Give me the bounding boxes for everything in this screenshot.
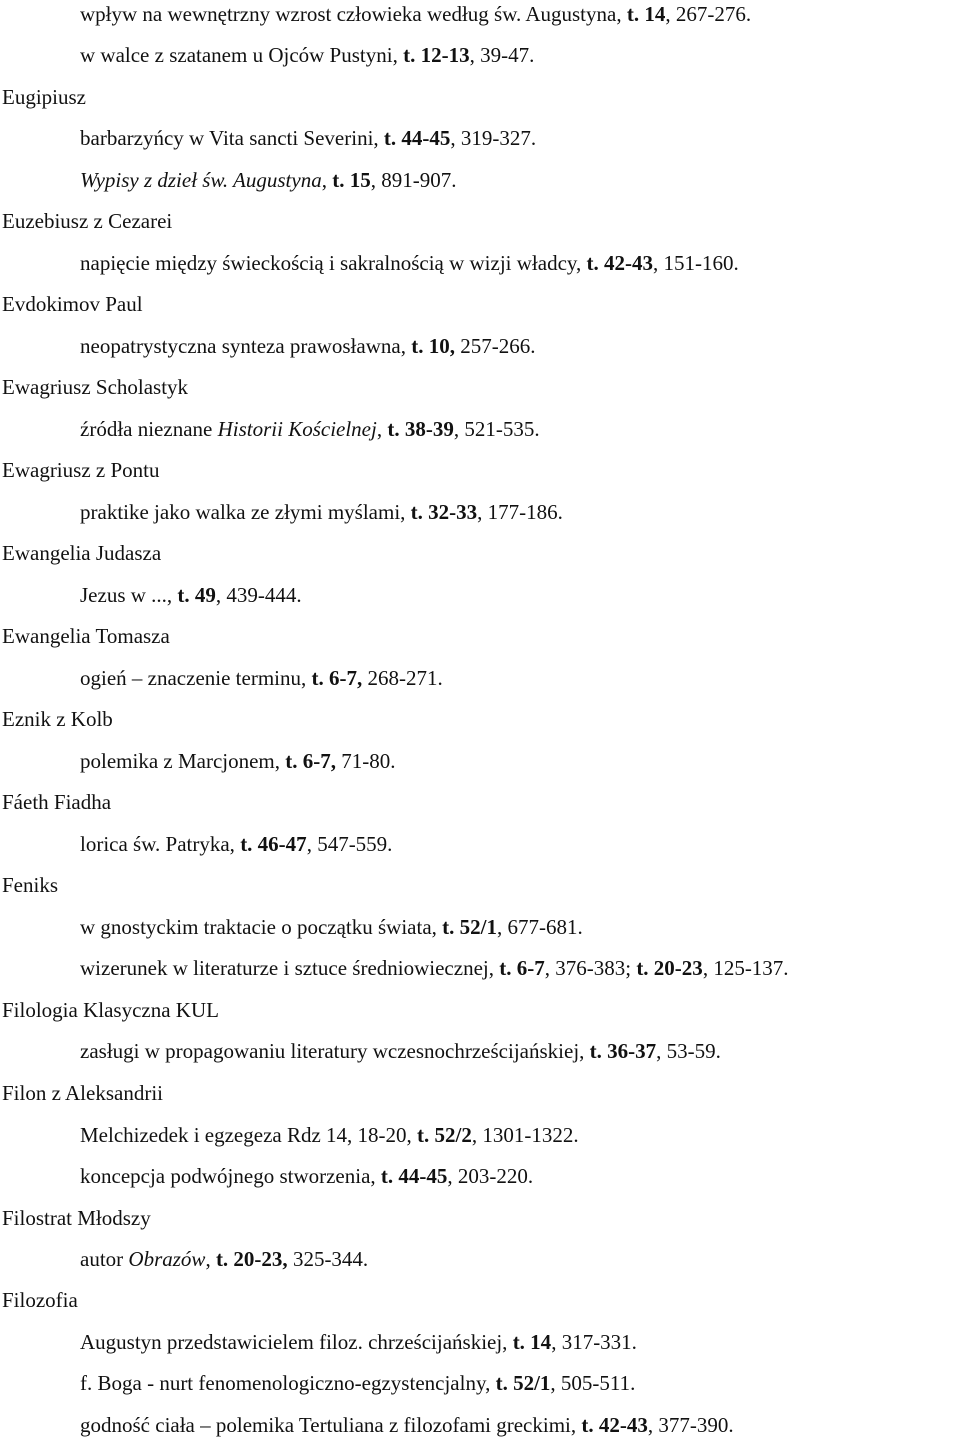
volume-reference: t. 44-45 (380, 1164, 448, 1188)
volume-reference: t. 38-39 (387, 417, 454, 441)
index-heading: Filostrat Młodszy (2, 1206, 151, 1230)
index-heading: Feniks (2, 873, 59, 897)
entry-text: neopatrystyczna synteza prawosławna, (80, 334, 412, 358)
index-heading: Fáeth Fiadha (2, 790, 112, 814)
volume-reference: t. 42-43 (586, 251, 654, 275)
index-heading: Ewagriusz Scholastyk (2, 375, 189, 399)
entry-text: , (321, 168, 333, 192)
entry-text: Augustyn przedstawicielem filoz. chrześcijańskiej, (80, 1330, 513, 1354)
volume-reference: t. 20-23 (636, 956, 703, 980)
index-heading: Filozofia (2, 1288, 78, 1312)
index-heading: Eugipiusz (2, 85, 86, 109)
volume-reference: t. 14 (512, 1330, 552, 1354)
index-entry (80, 41, 534, 69)
volume-reference: t. 46-47 (240, 832, 307, 856)
entry-text: w gnostyckim traktacie o początku świata, (80, 915, 443, 939)
index-entry (80, 1245, 368, 1273)
index-entry (80, 1328, 637, 1356)
volume-reference: t. 32-33 (410, 500, 478, 524)
index-entry (80, 166, 456, 194)
index-entry (80, 913, 583, 941)
index-entry (80, 332, 535, 360)
volume-reference: t. 52/1 (442, 915, 497, 939)
index-entry (80, 954, 789, 982)
entry-text: , 439-444. (215, 583, 302, 607)
volume-reference: t. 10, (411, 334, 455, 358)
entry-text: 257-266. (454, 334, 536, 358)
entry-text: , 267-276. (665, 2, 752, 26)
entry-text: , 891-907. (370, 168, 457, 192)
index-entry (80, 664, 443, 692)
volume-reference: t. 36-37 (589, 1039, 657, 1063)
index-entry (80, 830, 392, 858)
index-entry (80, 0, 751, 28)
entry-text: , 376-383; (544, 956, 637, 980)
entry-text: wpływ na wewnętrzny wzrost człowieka według św. Augustyna, (80, 2, 627, 26)
entry-text: Melchizedek i egzegeza Rdz 14, 18-20, (80, 1123, 418, 1147)
entry-text: , 317-331. (551, 1330, 637, 1354)
entry-text: , 377-390. (647, 1413, 734, 1437)
entry-text: , 547-559. (306, 832, 393, 856)
index-heading: Ewangelia Judasza (2, 541, 162, 565)
entry-text: , (376, 417, 388, 441)
index-entry (80, 581, 302, 609)
entry-text: źródła nieznane (80, 417, 218, 441)
title-italic: Wypisy z dzieł św. Augustyna (80, 168, 322, 192)
title-italic: Obrazów (128, 1247, 206, 1271)
entry-text: , 521-535. (453, 417, 540, 441)
entry-text: , 677-681. (496, 915, 583, 939)
index-entry (80, 1411, 734, 1439)
volume-reference: t. 42-43 (581, 1413, 648, 1437)
volume-reference: t. 6-7, (285, 749, 337, 773)
index-heading: Euzebiusz z Cezarei (2, 209, 173, 233)
entry-text: , 177-186. (477, 500, 563, 524)
entry-text: lorica św. Patryka, (80, 832, 241, 856)
entry-text: ogień – znaczenie terminu, (80, 666, 312, 690)
index-entry (80, 1369, 635, 1397)
entry-text: 71-80. (336, 749, 396, 773)
entry-text: , 151-160. (653, 251, 739, 275)
volume-reference: t. 6-7, (311, 666, 363, 690)
volume-reference: t. 6-7 (499, 956, 545, 980)
index-heading: Ewagriusz z Pontu (2, 458, 160, 482)
entry-text: , 53-59. (656, 1039, 721, 1063)
volume-reference: t. 52/1 (495, 1371, 551, 1395)
entry-text: godność ciała – polemika Tertuliana z filozofami greckimi, (80, 1413, 582, 1437)
index-heading: Ewangelia Tomasza (2, 624, 170, 648)
volume-reference: t. 14 (626, 2, 666, 26)
entry-text: koncepcja podwójnego stworzenia, (80, 1164, 381, 1188)
entry-text: barbarzyńcy w Vita sancti Severini, (80, 126, 384, 150)
volume-reference: t. 15 (332, 168, 371, 192)
entry-text: 268-271. (362, 666, 443, 690)
entry-text: zasługi w propagowaniu literatury wczesnochrześcijańskiej, (80, 1039, 590, 1063)
index-heading: Evdokimov Paul (2, 292, 143, 316)
entry-text: napięcie między świeckością i sakralnością w wizji władcy, (80, 251, 587, 275)
entry-text: Jezus w ..., (80, 583, 178, 607)
volume-reference: t. 12-13 (403, 43, 470, 67)
index-entry (80, 415, 540, 443)
volume-reference: t. 20-23, (215, 1247, 288, 1271)
index-entry (80, 124, 536, 152)
entry-text: wizerunek w literaturze i sztuce średniowiecznej, (80, 956, 500, 980)
index-entry (80, 498, 563, 526)
entry-text: polemika z Marcjonem, (80, 749, 286, 773)
index-entry (80, 747, 396, 775)
volume-reference: t. 44-45 (383, 126, 451, 150)
index-entry (80, 1162, 533, 1190)
entry-text: , 203-220. (447, 1164, 534, 1188)
entry-text: 325-344. (287, 1247, 369, 1271)
index-heading: Eznik z Kolb (2, 707, 113, 731)
volume-reference: t. 52/2 (417, 1123, 472, 1147)
entry-text: , 319-327. (450, 126, 537, 150)
title-italic: Historii Kościelnej (217, 417, 377, 441)
entry-text: praktike jako walka ze złymi myślami, (80, 500, 411, 524)
index-heading: Filologia Klasyczna KUL (2, 998, 219, 1022)
entry-text: , 39-47. (469, 43, 535, 67)
entry-text: , 1301-1322. (471, 1123, 579, 1147)
volume-reference: t. 49 (177, 583, 216, 607)
index-entry (80, 1037, 721, 1065)
index-entry (80, 1121, 579, 1149)
entry-text: , 125-137. (702, 956, 789, 980)
index-heading: Filon z Aleksandrii (2, 1081, 163, 1105)
entry-text: autor (80, 1247, 129, 1271)
entry-text: , 505-511. (550, 1371, 636, 1395)
entry-text: f. Boga - nurt fenomenologiczno-egzystencjalny, (80, 1371, 496, 1395)
index-entry (80, 249, 739, 277)
entry-text: w walce z szatanem u Ojców Pustyni, (80, 43, 404, 67)
entry-text: , (205, 1247, 216, 1271)
